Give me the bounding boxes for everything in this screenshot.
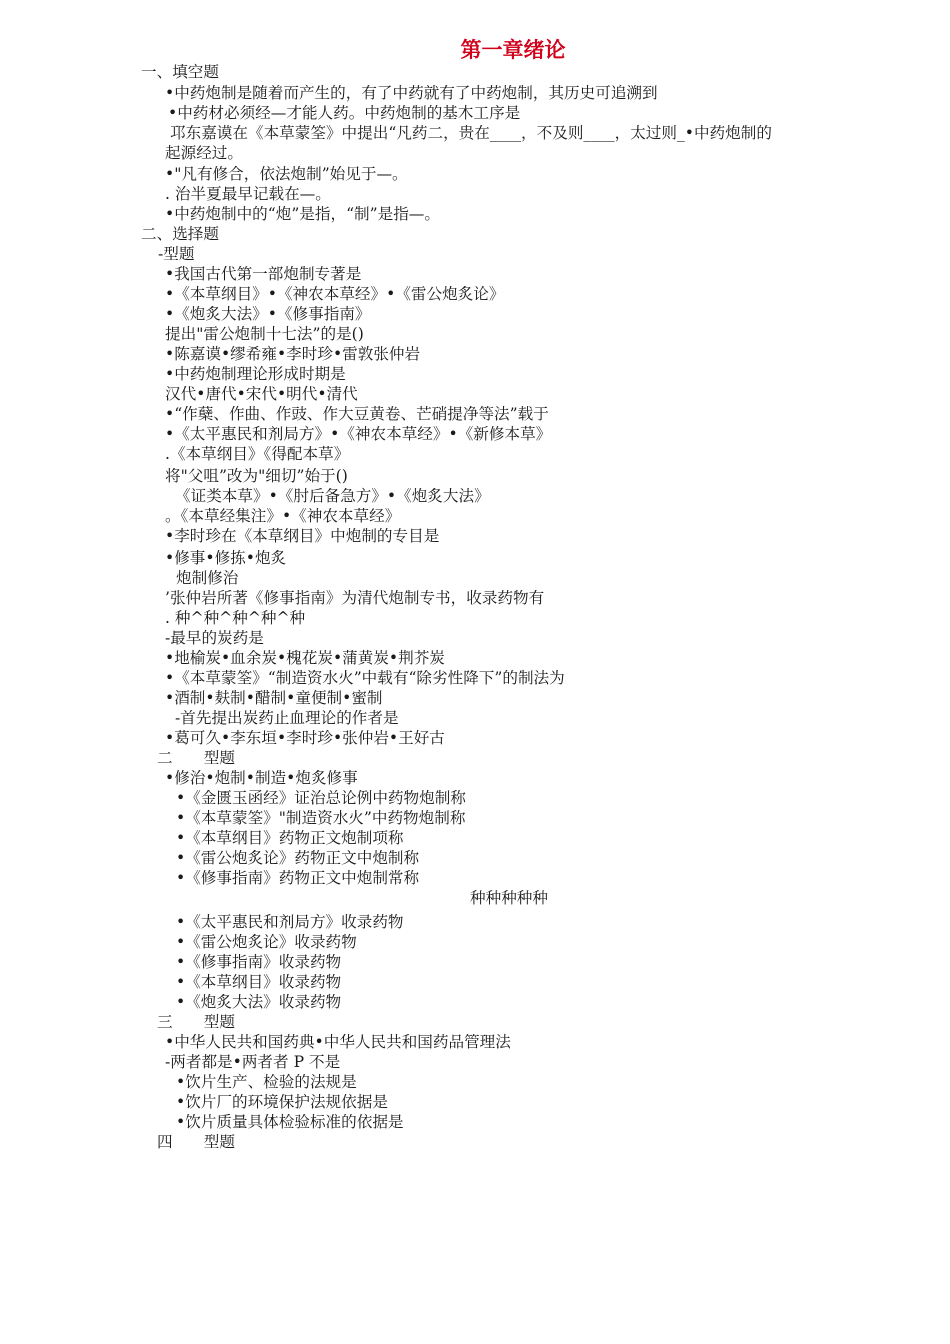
text-line: •《炮炙大法》•《修事指南》 bbox=[165, 305, 371, 323]
text-line: •《太平惠民和剂局方》•《神农本草经》•《新修本草》 bbox=[165, 425, 552, 443]
subsection-heading: 四 型题 bbox=[157, 1133, 235, 1151]
text-line: 。《本草经集注》•《神农本草经》 bbox=[165, 507, 401, 525]
text-line: 将"父咀”改为"细切”始于() bbox=[165, 467, 348, 485]
text-line: •《本草纲目》收录药物 bbox=[176, 973, 342, 991]
text-line: •中药炮制理论形成时期是 bbox=[165, 365, 346, 383]
text-line: •《金匮玉函经》证治总论例中药物炮制称 bbox=[176, 789, 466, 807]
page-title: 第一章绪论 bbox=[460, 38, 566, 62]
text-line: •中药炮制是随着而产生的，有了中药就有了中药炮制，其历史可追溯到 bbox=[165, 84, 658, 102]
text-line: •酒制•麸制•醋制•童便制•蜜制 bbox=[165, 689, 383, 707]
text-line: •我国古代第一部炮制专著是 bbox=[165, 265, 362, 283]
text-line: •《本草蒙筌》"制造资水火”中药物炮制称 bbox=[176, 809, 466, 827]
text-line: •李时珍在《本草纲目》中炮制的专目是 bbox=[165, 527, 440, 545]
text-line: 邛东嘉谟在《本草蒙筌》中提出“凡药二，贵在____，不及则____，太过则_•中药炮制的 bbox=[170, 124, 772, 142]
text-line: ’张仲岩所著《修事指南》为清代炮制专书，收录药物有 bbox=[165, 589, 545, 607]
text-line: •“作蘖、作曲、作豉、作大豆黄卷、芒硝提净等法”载于 bbox=[165, 405, 549, 423]
text-line: •《本草纲目》•《神农本草经》•《雷公炮炙论》 bbox=[165, 285, 505, 303]
text-line: •中华人民共和国药典•中华人民共和国药品管理法 bbox=[165, 1033, 511, 1051]
text-line: •饮片质量具体检验标准的依据是 bbox=[176, 1113, 404, 1131]
text-line: •中药材必须经—才能人药。中药炮制的基木工序是 bbox=[168, 104, 521, 122]
text-line: . 治半夏最早记载在—。 bbox=[165, 185, 331, 203]
text-line: 炮制修治 bbox=[176, 569, 239, 587]
text-line: •《修事指南》收录药物 bbox=[176, 953, 342, 971]
text-line: •《雷公炮炙论》收录药物 bbox=[176, 933, 357, 951]
text-line: •饮片厂的环境保护法规依据是 bbox=[176, 1093, 388, 1111]
text-line: •"凡有修合，依法炮制”始见于—。 bbox=[165, 165, 408, 183]
text-line: •《修事指南》药物正文中炮制常称 bbox=[176, 869, 420, 887]
text-line: •《炮炙大法》收录药物 bbox=[176, 993, 342, 1011]
text-line: •修事•修拣•炮炙 bbox=[165, 549, 287, 567]
text-line: •《本草纲目》药物正文炮制项称 bbox=[176, 829, 404, 847]
text-line: •《本草蒙筌》“制造资水火”中载有“除劣性降下”的制法为 bbox=[165, 669, 565, 687]
text-line: •中药炮制中的“炮”是指，“制”是指—。 bbox=[165, 205, 440, 223]
text-line: 汉代•唐代•宋代•明代•清代 bbox=[165, 385, 358, 403]
text-line: -首先提出炭药止血理论的作者是 bbox=[175, 709, 399, 727]
text-line: •《太平惠民和剂局方》收录药物 bbox=[176, 913, 404, 931]
subsection-heading: -型题 bbox=[158, 245, 195, 263]
text-line: 提出"雷公炮制十七法”的是() bbox=[165, 325, 364, 343]
text-line: •陈嘉谟•缪希雍•李时珍•雷敦张仲岩 bbox=[165, 345, 421, 363]
text-line: •饮片生产、检验的法规是 bbox=[176, 1073, 357, 1091]
text-line: •葛可久•李东垣•李时珍•张仲岩•王好古 bbox=[165, 729, 445, 747]
text-line: 种种种种种 bbox=[470, 889, 548, 907]
section-heading: 一、填空题 bbox=[141, 63, 219, 81]
text-line: -最早的炭药是 bbox=[165, 629, 264, 647]
text-line: . 种^种^种^种^种 bbox=[165, 609, 306, 627]
text-line: •修治•炮制•制造•炮炙修事 bbox=[165, 769, 358, 787]
subsection-heading: 三 型题 bbox=[157, 1013, 235, 1031]
subsection-heading: 二 型题 bbox=[157, 749, 235, 767]
text-line: -两者都是•两者者 P 不是 bbox=[165, 1053, 341, 1071]
text-line: 《证类本草》•《肘后备急方》•《炮炙大法》 bbox=[175, 487, 490, 505]
text-line: •地榆炭•血余炭•槐花炭•蒲黄炭•荆芥炭 bbox=[165, 649, 445, 667]
text-line: 起源经过。 bbox=[165, 144, 243, 162]
text-line: .《本草纲目》《得配本草》 bbox=[165, 445, 350, 463]
section-heading: 二、选择题 bbox=[141, 225, 219, 243]
text-line: •《雷公炮炙论》药物正文中炮制称 bbox=[176, 849, 420, 867]
